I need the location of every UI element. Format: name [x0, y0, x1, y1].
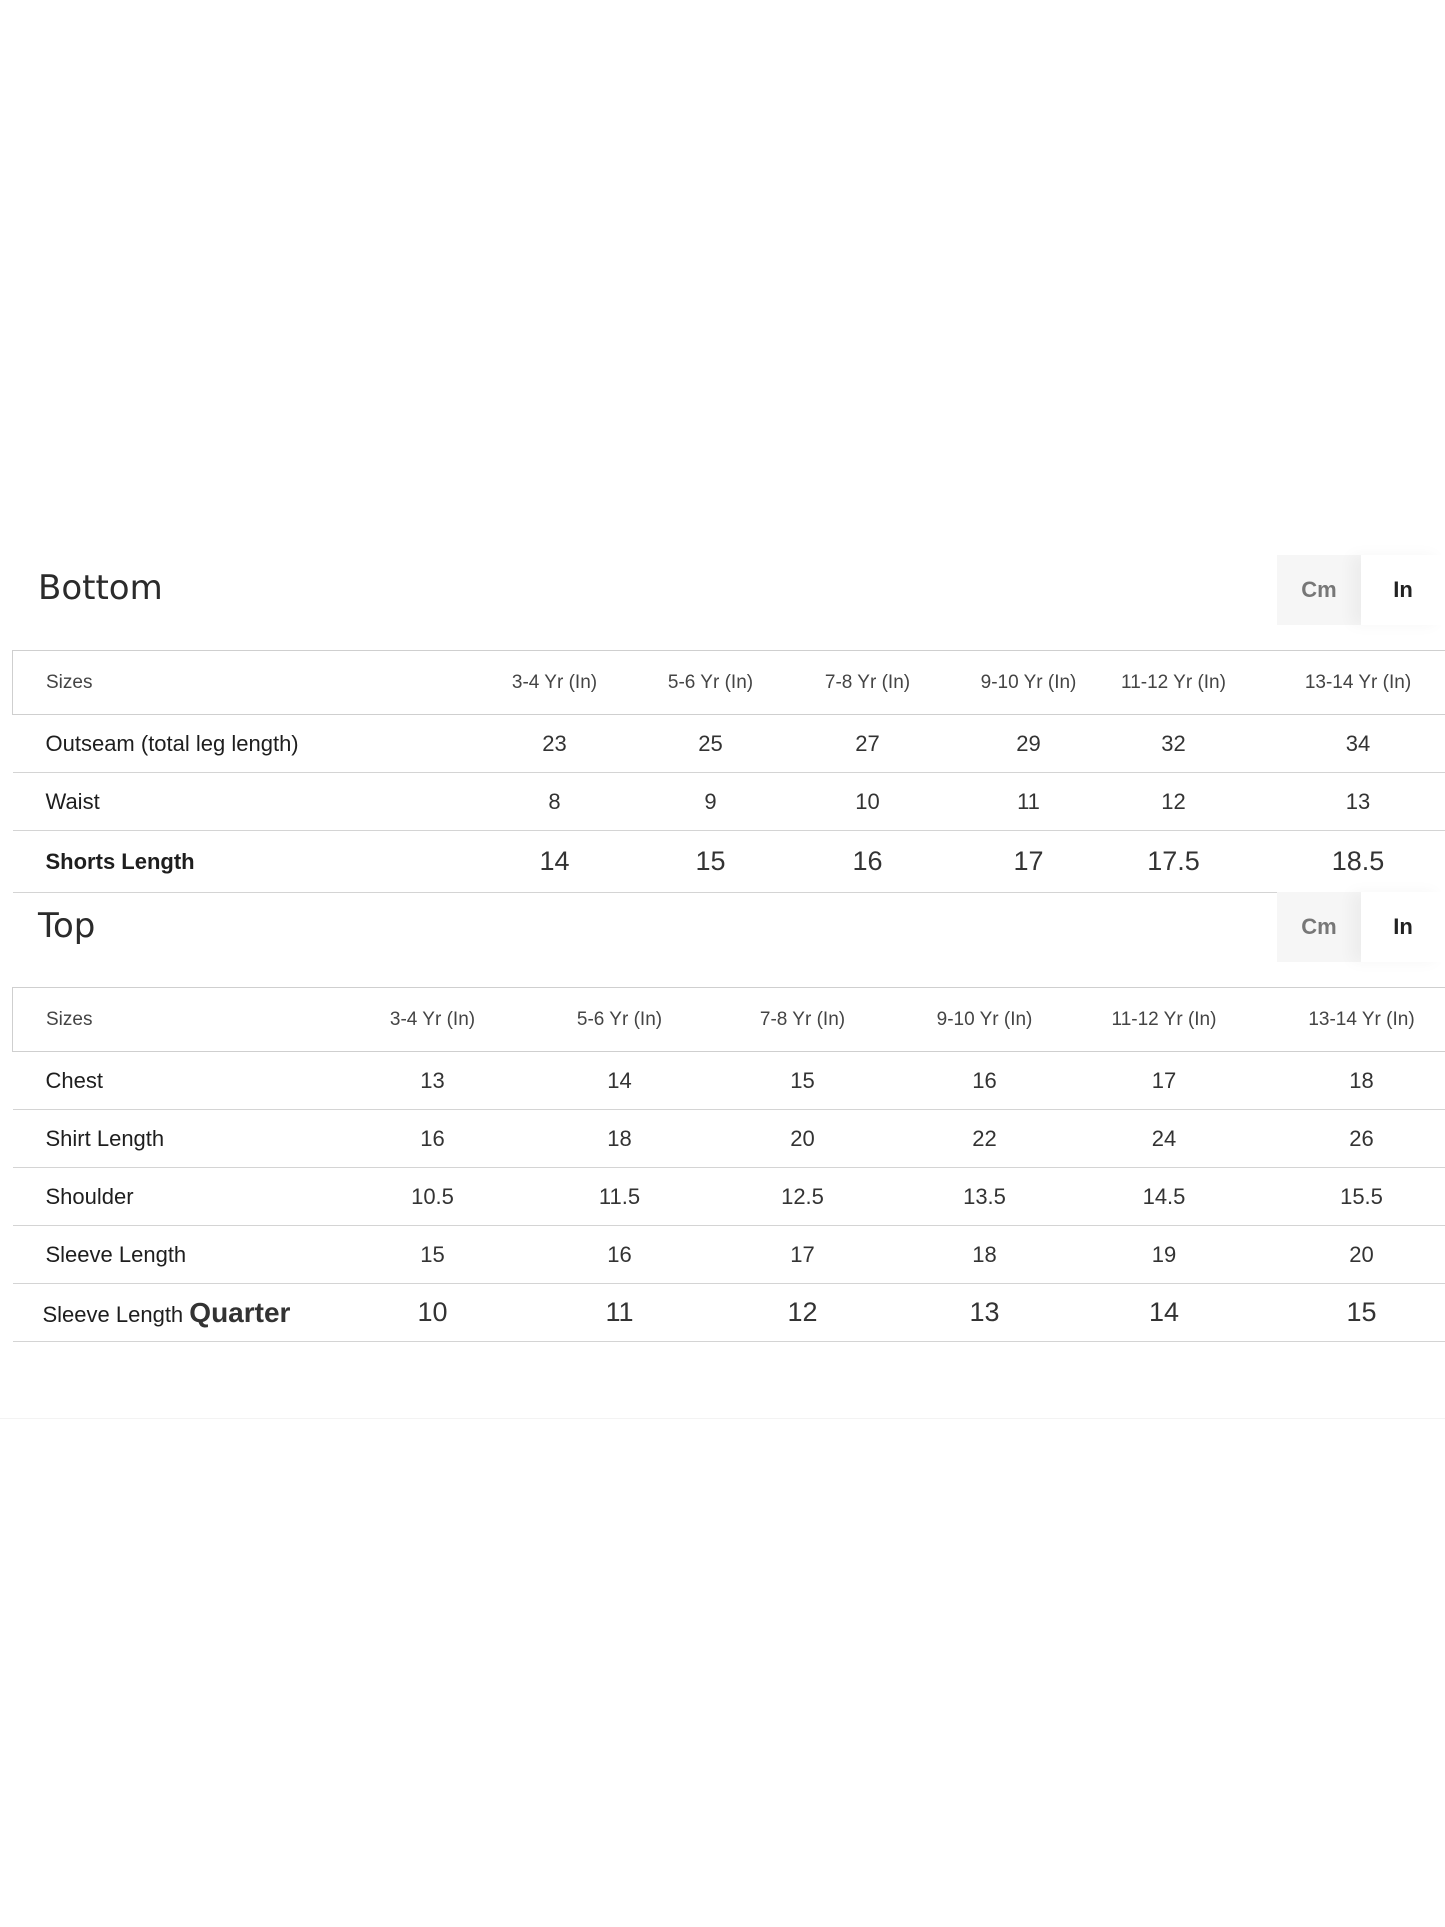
table-cell: 16 [313, 1110, 553, 1168]
table-cell: 10 [755, 773, 981, 831]
table-row [13, 773, 1445, 831]
table-cell: 13 [919, 1284, 1051, 1342]
table-cell: 29 [981, 715, 1077, 773]
column-header: 3-4 Yr (In) [443, 651, 667, 715]
column-header: Sizes [13, 988, 313, 1052]
column-header: 13-14 Yr (In) [1278, 988, 1445, 1052]
table-cell: 26 [1278, 1110, 1445, 1168]
table-cell: 19 [1051, 1226, 1278, 1284]
row-label [13, 1284, 313, 1342]
table-row [13, 1284, 1445, 1342]
top-size-table [12, 987, 1445, 1342]
table-cell: 27 [755, 715, 981, 773]
top-unit-in-button[interactable]: In [1361, 892, 1445, 962]
table-cell: 16 [553, 1226, 687, 1284]
table-cell: 11 [981, 773, 1077, 831]
column-header: 13-14 Yr (In) [1271, 651, 1445, 715]
table-cell: 15.5 [1278, 1168, 1445, 1226]
table-cell: 32 [1077, 715, 1271, 773]
row-label: Outseam (total leg length) [13, 715, 443, 773]
column-header: 7-8 Yr (In) [755, 651, 981, 715]
top-section-title: Top [38, 906, 96, 946]
column-header: 9-10 Yr (In) [981, 651, 1077, 715]
table-cell: 18 [919, 1226, 1051, 1284]
bottom-section-title: Bottom [38, 568, 163, 608]
top-unit-toggle[interactable] [1277, 892, 1445, 962]
table-cell: 12 [687, 1284, 919, 1342]
column-header: 11-12 Yr (In) [1051, 988, 1278, 1052]
table-cell: 14 [1051, 1284, 1278, 1342]
table-cell: 12 [1077, 773, 1271, 831]
column-header: Sizes [13, 651, 443, 715]
table-cell: 15 [1278, 1284, 1445, 1342]
row-label: Shoulder [13, 1168, 313, 1226]
table-cell: 17.5 [1077, 831, 1271, 893]
table-cell: 25 [667, 715, 755, 773]
table-cell: 23 [443, 715, 667, 773]
row-label: Sleeve Length [13, 1226, 313, 1284]
table-row [13, 1052, 1445, 1110]
table-cell: 10.5 [313, 1168, 553, 1226]
bottom-size-table [12, 650, 1445, 893]
table-cell: 20 [687, 1110, 919, 1168]
table-row [13, 1226, 1445, 1284]
table-row [13, 831, 1445, 893]
divider [0, 1418, 1445, 1419]
table-cell: 11.5 [553, 1168, 687, 1226]
row-label: Shirt Length [13, 1110, 313, 1168]
table-header-row [13, 988, 1445, 1052]
row-label: Chest [13, 1052, 313, 1110]
table-cell: 17 [687, 1226, 919, 1284]
table-cell: 16 [755, 831, 981, 893]
table-cell: 15 [687, 1052, 919, 1110]
table-cell: 11 [553, 1284, 687, 1342]
table-cell: 9 [667, 773, 755, 831]
table-cell: 18 [1278, 1052, 1445, 1110]
table-cell: 17 [981, 831, 1077, 893]
table-cell: 16 [919, 1052, 1051, 1110]
column-header: 7-8 Yr (In) [687, 988, 919, 1052]
table-cell: 22 [919, 1110, 1051, 1168]
table-row [13, 1168, 1445, 1226]
row-label: Shorts Length [13, 831, 443, 893]
table-cell: 20 [1278, 1226, 1445, 1284]
table-cell: 14 [553, 1052, 687, 1110]
table-cell: 13 [1271, 773, 1445, 831]
table-cell: 18.5 [1271, 831, 1445, 893]
top-unit-cm-button[interactable]: Cm [1277, 892, 1361, 962]
table-cell: 13 [313, 1052, 553, 1110]
row-label-suffix: Quarter [189, 1296, 291, 1328]
table-cell: 24 [1051, 1110, 1278, 1168]
table-cell: 13.5 [919, 1168, 1051, 1226]
table-cell: 18 [553, 1110, 687, 1168]
column-header: 11-12 Yr (In) [1077, 651, 1271, 715]
table-row [13, 715, 1445, 773]
table-header-row [13, 651, 1445, 715]
table-cell: 12.5 [687, 1168, 919, 1226]
table-cell: 15 [313, 1226, 553, 1284]
column-header: 5-6 Yr (In) [667, 651, 755, 715]
table-cell: 8 [443, 773, 667, 831]
row-label: Waist [13, 773, 443, 831]
column-header: 3-4 Yr (In) [313, 988, 553, 1052]
bottom-unit-in-button[interactable]: In [1361, 555, 1445, 625]
column-header: 9-10 Yr (In) [919, 988, 1051, 1052]
table-cell: 10 [313, 1284, 553, 1342]
table-cell: 17 [1051, 1052, 1278, 1110]
table-cell: 14 [443, 831, 667, 893]
column-header: 5-6 Yr (In) [553, 988, 687, 1052]
table-cell: 34 [1271, 715, 1445, 773]
table-row [13, 1110, 1445, 1168]
table-cell: 15 [667, 831, 755, 893]
row-label-text: Sleeve Length [42, 1301, 184, 1327]
table-cell: 14.5 [1051, 1168, 1278, 1226]
bottom-unit-cm-button[interactable]: Cm [1277, 555, 1361, 625]
bottom-unit-toggle[interactable] [1277, 555, 1445, 625]
